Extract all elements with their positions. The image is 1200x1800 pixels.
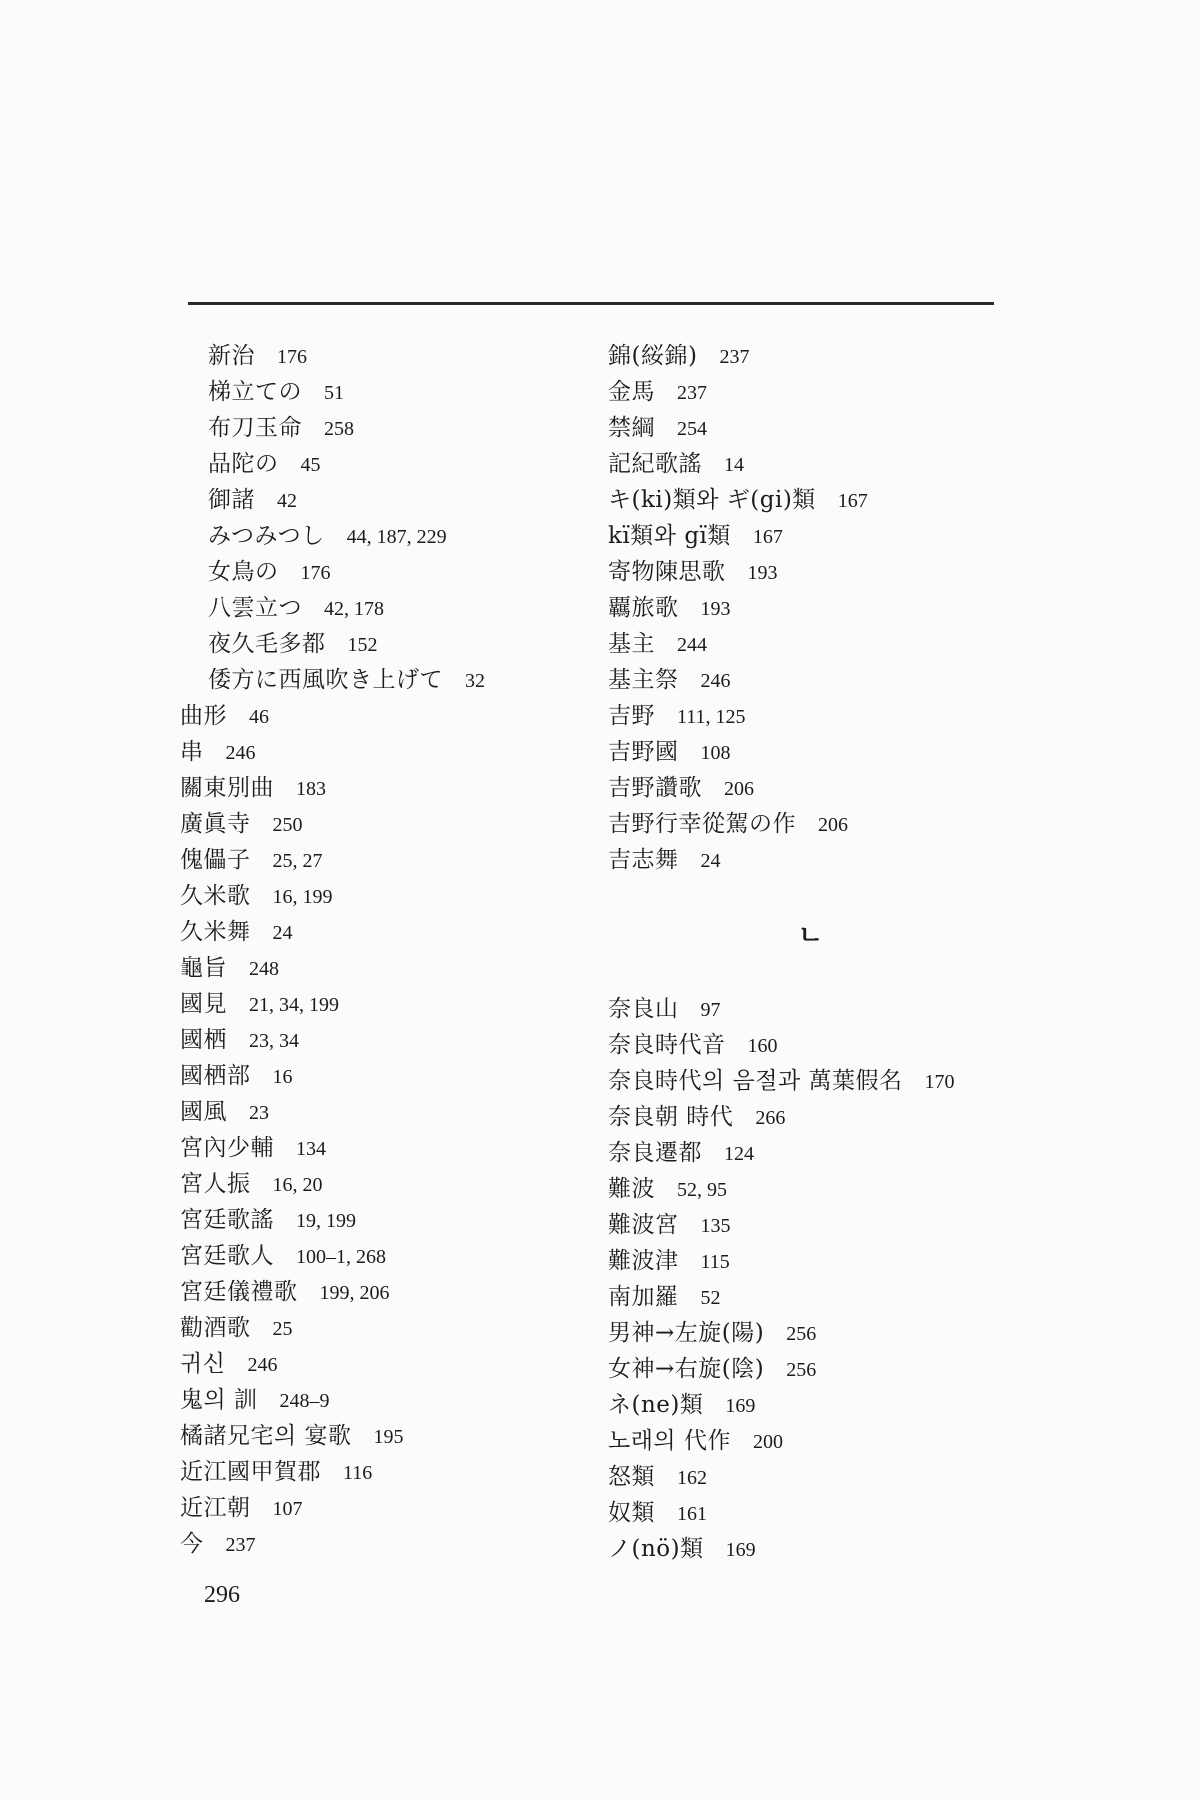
page-number: 296 bbox=[204, 1582, 240, 1608]
index-entry bbox=[180, 770, 485, 806]
index-entry bbox=[180, 914, 485, 950]
index-term: 八雲立つ bbox=[208, 595, 302, 621]
index-entry bbox=[180, 950, 485, 986]
index-page-refs: 24 bbox=[700, 850, 721, 872]
index-term: 宮廷儀禮歌 bbox=[180, 1279, 298, 1305]
index-page-refs: 23, 34 bbox=[249, 1030, 299, 1052]
index-page-refs: 193 bbox=[747, 562, 778, 584]
index-page-refs: 256 bbox=[786, 1359, 817, 1381]
index-term: 基主 bbox=[608, 631, 655, 657]
index-entry bbox=[180, 374, 485, 410]
index-term: 禁綱 bbox=[608, 415, 655, 441]
index-term: 國見 bbox=[180, 991, 227, 1017]
index-term: 金馬 bbox=[608, 379, 655, 405]
index-entry bbox=[180, 482, 485, 518]
index-page-refs: 19, 199 bbox=[296, 1210, 356, 1232]
index-page-refs: 254 bbox=[677, 418, 707, 440]
index-term: 難波 bbox=[608, 1176, 655, 1202]
index-page-refs: 52, 95 bbox=[677, 1179, 727, 1201]
index-page-refs: 42, 178 bbox=[324, 598, 384, 620]
index-entry bbox=[180, 1346, 485, 1382]
index-page-refs: 32 bbox=[465, 670, 485, 692]
index-entry bbox=[608, 1027, 955, 1063]
index-term: 宮人振 bbox=[180, 1171, 251, 1197]
index-term: 國栖 bbox=[180, 1027, 227, 1053]
index-term: 怒類 bbox=[608, 1464, 655, 1490]
index-page-refs: 170 bbox=[924, 1071, 955, 1093]
index-page-refs: 44, 187, 229 bbox=[346, 526, 447, 548]
index-page-refs: 237 bbox=[719, 346, 750, 368]
index-page-refs: 258 bbox=[324, 418, 354, 440]
index-page-refs: 199, 206 bbox=[319, 1282, 390, 1304]
index-entry bbox=[608, 698, 868, 734]
index-entry bbox=[608, 1099, 955, 1135]
index-entry bbox=[608, 554, 868, 590]
index-page-refs: 206 bbox=[818, 814, 848, 836]
index-entry bbox=[180, 626, 485, 662]
index-page-refs: 266 bbox=[755, 1107, 786, 1129]
index-entry bbox=[180, 1490, 485, 1526]
index-page-refs: 160 bbox=[747, 1035, 778, 1057]
index-page-refs: 176 bbox=[300, 562, 331, 584]
index-page-refs: 108 bbox=[700, 742, 731, 764]
index-entry bbox=[180, 1418, 485, 1454]
index-entry bbox=[608, 1243, 955, 1279]
index-page-refs: 111, 125 bbox=[677, 706, 746, 728]
index-term: 夜久毛多都 bbox=[208, 631, 326, 657]
index-entry bbox=[608, 1279, 955, 1315]
index-page-refs: 135 bbox=[700, 1215, 731, 1237]
index-entry bbox=[608, 410, 868, 446]
header-rule bbox=[188, 302, 994, 305]
index-page-refs: 200 bbox=[752, 1431, 783, 1453]
index-page-refs: 97 bbox=[700, 999, 721, 1021]
index-term: 國風 bbox=[180, 1099, 227, 1125]
index-entry bbox=[180, 842, 485, 878]
index-entry bbox=[180, 734, 485, 770]
index-entry bbox=[180, 1166, 485, 1202]
index-term: 御諸 bbox=[208, 487, 255, 513]
index-term: 基主祭 bbox=[608, 667, 679, 693]
index-entry bbox=[608, 626, 868, 662]
index-term: 廣眞寺 bbox=[180, 811, 251, 837]
index-entry bbox=[608, 1531, 955, 1567]
index-entry bbox=[180, 518, 485, 554]
index-page-refs: 46 bbox=[249, 706, 269, 728]
index-term: 龜旨 bbox=[180, 955, 227, 981]
index-page-refs: 21, 34, 199 bbox=[249, 994, 339, 1016]
index-entry bbox=[180, 878, 485, 914]
index-entry bbox=[180, 446, 485, 482]
index-term: 宮廷歌謠 bbox=[180, 1207, 274, 1233]
index-page-refs: 176 bbox=[277, 346, 307, 368]
index-page-refs: 52 bbox=[700, 1287, 721, 1309]
index-term: 梯立ての bbox=[208, 379, 302, 405]
index-term: 國栖部 bbox=[180, 1063, 251, 1089]
index-entry bbox=[608, 770, 868, 806]
index-page-refs: 248 bbox=[249, 958, 279, 980]
index-entry bbox=[180, 1310, 485, 1346]
index-term: 橘諸兄宅의 宴歌 bbox=[180, 1423, 352, 1449]
index-entry bbox=[608, 518, 868, 554]
index-page-refs: 107 bbox=[272, 1498, 303, 1520]
index-term: 串 bbox=[180, 739, 204, 765]
index-term: 久米歌 bbox=[180, 883, 251, 909]
index-page-refs: 23 bbox=[249, 1102, 269, 1124]
index-entry bbox=[608, 1063, 955, 1099]
index-term: 鬼의 訓 bbox=[180, 1387, 258, 1413]
index-term: 品陀の bbox=[208, 451, 279, 477]
index-page-refs: 25 bbox=[272, 1318, 293, 1340]
index-page-refs: 42 bbox=[277, 490, 297, 512]
index-entry bbox=[180, 554, 485, 590]
index-entry bbox=[180, 1454, 485, 1490]
index-entry bbox=[180, 1058, 485, 1094]
index-term: 吉野 bbox=[608, 703, 655, 729]
section-heading-nieun: ㄴ bbox=[798, 921, 824, 951]
index-page-refs: 248–9 bbox=[279, 1390, 330, 1412]
index-term: 關東別曲 bbox=[180, 775, 274, 801]
index-entry bbox=[608, 1387, 955, 1423]
index-term: 奈良時代音 bbox=[608, 1032, 726, 1058]
index-entry bbox=[180, 806, 485, 842]
index-term: 吉野國 bbox=[608, 739, 679, 765]
index-term: 勸酒歌 bbox=[180, 1315, 251, 1341]
index-page-refs: 169 bbox=[725, 1395, 756, 1417]
index-term: 新治 bbox=[208, 343, 255, 369]
index-term: みつみつし bbox=[208, 523, 325, 549]
index-page-refs: 167 bbox=[752, 526, 783, 548]
index-entry bbox=[180, 662, 485, 698]
index-term: 女神→右旋(陰) bbox=[608, 1356, 765, 1382]
index-entry bbox=[608, 806, 868, 842]
index-page-refs: 51 bbox=[324, 382, 344, 404]
index-term: 奈良山 bbox=[608, 996, 679, 1022]
index-entry bbox=[180, 1022, 485, 1058]
index-column-right-nieun bbox=[608, 991, 955, 1567]
index-entry bbox=[180, 986, 485, 1022]
index-term: 吉野讚歌 bbox=[608, 775, 702, 801]
index-term: 寄物陳思歌 bbox=[608, 559, 726, 585]
index-page-refs: 16 bbox=[272, 1066, 293, 1088]
index-page-refs: 250 bbox=[272, 814, 303, 836]
index-entry bbox=[608, 842, 868, 878]
index-page-refs: 244 bbox=[677, 634, 707, 656]
index-term: 錦(䋝錦) bbox=[608, 343, 698, 369]
index-term: 倭方に西風吹き上げて bbox=[208, 667, 443, 693]
index-term: 奈良遷都 bbox=[608, 1140, 702, 1166]
index-page-refs: 162 bbox=[677, 1467, 707, 1489]
index-page-refs: 45 bbox=[300, 454, 321, 476]
index-term: 奈良朝 時代 bbox=[608, 1104, 734, 1130]
index-entry bbox=[608, 1171, 955, 1207]
index-term: 近江國甲賀郡 bbox=[180, 1459, 321, 1485]
index-term: 近江朝 bbox=[180, 1495, 251, 1521]
index-term: ネ(ne)類 bbox=[608, 1392, 704, 1418]
index-page-refs: 195 bbox=[373, 1426, 404, 1448]
index-term: 記紀歌謠 bbox=[608, 451, 702, 477]
index-entry bbox=[180, 590, 485, 626]
index-entry bbox=[608, 1495, 955, 1531]
index-page-refs: 167 bbox=[837, 490, 868, 512]
index-term: ノ(nö)類 bbox=[608, 1536, 704, 1562]
index-page-refs: 134 bbox=[296, 1138, 326, 1160]
index-term: 귀신 bbox=[180, 1351, 226, 1377]
index-page-refs: 169 bbox=[725, 1539, 756, 1561]
index-column-right bbox=[608, 338, 868, 878]
index-term: 覊旅歌 bbox=[608, 595, 679, 621]
index-entry bbox=[608, 1207, 955, 1243]
index-page-refs: 206 bbox=[724, 778, 754, 800]
index-term: 南加羅 bbox=[608, 1284, 679, 1310]
index-page-refs: 183 bbox=[296, 778, 326, 800]
index-entry bbox=[180, 1526, 485, 1562]
index-entry bbox=[180, 1202, 485, 1238]
index-term: 難波津 bbox=[608, 1248, 679, 1274]
index-page-refs: 25, 27 bbox=[272, 850, 323, 872]
index-page-refs: 237 bbox=[225, 1534, 256, 1556]
index-column-left bbox=[180, 338, 485, 1562]
index-entry bbox=[180, 1382, 485, 1418]
index-entry bbox=[608, 590, 868, 626]
index-entry bbox=[608, 338, 868, 374]
index-term: 久米舞 bbox=[180, 919, 251, 945]
index-entry bbox=[608, 1459, 955, 1495]
index-entry bbox=[180, 1274, 485, 1310]
index-term: 曲形 bbox=[180, 703, 227, 729]
index-page-refs: 115 bbox=[700, 1251, 730, 1273]
index-page-refs: 16, 199 bbox=[272, 886, 333, 908]
index-term: 宮廷歌人 bbox=[180, 1243, 274, 1269]
index-entry bbox=[608, 662, 868, 698]
index-entry bbox=[608, 1423, 955, 1459]
index-page-refs: 24 bbox=[272, 922, 293, 944]
index-entry bbox=[180, 1094, 485, 1130]
index-entry bbox=[180, 1130, 485, 1166]
index-term: 宮內少輔 bbox=[180, 1135, 274, 1161]
index-entry bbox=[180, 698, 485, 734]
index-page-refs: 246 bbox=[700, 670, 731, 692]
index-term: kï類와 gï類 bbox=[608, 523, 731, 549]
index-entry bbox=[180, 338, 485, 374]
index-entry bbox=[608, 446, 868, 482]
index-page-refs: 116 bbox=[343, 1462, 373, 1484]
index-entry bbox=[608, 734, 868, 770]
index-term: 奈良時代의 음절과 萬葉假名 bbox=[608, 1068, 903, 1094]
index-page-refs: 256 bbox=[786, 1323, 817, 1345]
index-page-refs: 193 bbox=[700, 598, 731, 620]
index-entry bbox=[608, 1351, 955, 1387]
index-term: 男神→左旋(陽) bbox=[608, 1320, 765, 1346]
index-term: 傀儡子 bbox=[180, 847, 251, 873]
index-term: 難波宮 bbox=[608, 1212, 679, 1238]
index-term: 布刀玉命 bbox=[208, 415, 302, 441]
index-term: 吉志舞 bbox=[608, 847, 679, 873]
index-entry bbox=[608, 482, 868, 518]
index-entry bbox=[608, 991, 955, 1027]
index-term: 今 bbox=[180, 1531, 204, 1557]
index-page-refs: 246 bbox=[225, 742, 256, 764]
index-entry bbox=[608, 374, 868, 410]
index-page-refs: 161 bbox=[677, 1503, 707, 1525]
index-page-refs: 16, 20 bbox=[272, 1174, 323, 1196]
index-term: キ(ki)類와 ギ(gi)類 bbox=[608, 487, 816, 513]
index-page-refs: 100–1, 268 bbox=[296, 1246, 386, 1268]
index-entry bbox=[608, 1135, 955, 1171]
index-page-refs: 237 bbox=[677, 382, 707, 404]
index-term: 女鳥の bbox=[208, 559, 279, 585]
index-page-refs: 152 bbox=[347, 634, 378, 656]
index-term: 노래의 代作 bbox=[608, 1428, 731, 1454]
index-term: 奴類 bbox=[608, 1500, 655, 1526]
index-entry bbox=[180, 410, 485, 446]
index-page-refs: 14 bbox=[724, 454, 744, 476]
index-term: 吉野行幸從駕の作 bbox=[608, 811, 796, 837]
index-entry bbox=[608, 1315, 955, 1351]
index-page-refs: 124 bbox=[724, 1143, 754, 1165]
index-entry bbox=[180, 1238, 485, 1274]
index-page-refs: 246 bbox=[247, 1354, 278, 1376]
